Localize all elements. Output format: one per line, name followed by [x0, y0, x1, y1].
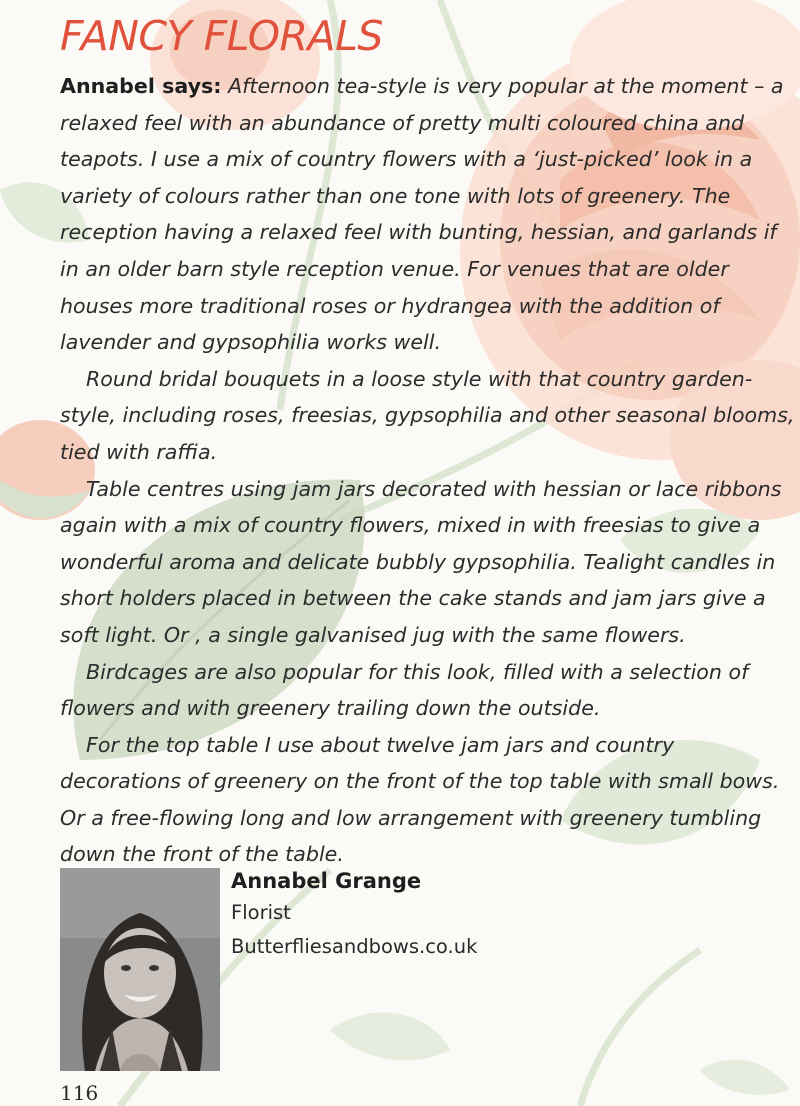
article-body [60, 68, 798, 873]
speaker-label: Annabel says: [60, 74, 222, 98]
profile-photo [60, 868, 220, 1071]
profile-bio [231, 866, 477, 964]
profile-name: Annabel Grange [231, 869, 422, 893]
profile-role: Florist [231, 901, 291, 924]
page-title: FANCY FLORALS [60, 12, 383, 60]
profile-website: Butterfliesandbows.co.uk [231, 935, 478, 958]
paragraph-bouquets: Round bridal bouquets in a loose style with that country garden-style, including roses, freesias, gypsophilia and other seasonal blooms, tied with raffia. [60, 366, 795, 464]
portrait-image [60, 868, 220, 1071]
intro-text: Afternoon tea-style is very popular at the moment – a relaxed feel with an abundance of pretty multi coloured china and teapots. I use a mix of country flowers with a ‘just-picked’ look in a variety of colours rather than one tone with lots of greenery. The reception having a relaxed feel with bunting, hessian, and garlands if in an older barn style reception venue. For venues that are older houses more traditional roses or hydrangea with the addition of lavender and gypsophilia works well. [60, 74, 784, 355]
paragraph-birdcages: Birdcages are also popular for this look, filled with a selection of flowers and with greenery trailing down the outside. [60, 659, 749, 721]
paragraph-table-centres: Table centres using jam jars decorated with hessian or lace ribbons again with a mix of country flowers, mixed in with freesias to give a wonderful aroma and delicate bubbly gypsophilia. Tealight candles in short holders placed in between the cake stands and jam jars give a soft light. Or , a single galvanised jug with the same flowers. [60, 476, 782, 647]
page-number: 116 [60, 1081, 99, 1105]
paragraph-top-table: For the top table I use about twelve jam jars and country decorations of greenery on the front of the top table with small bows. Or a free-flowing long and low arrangement with greenery tumbling down the front of the table. [60, 732, 780, 867]
article-intro-paragraph [60, 68, 798, 361]
